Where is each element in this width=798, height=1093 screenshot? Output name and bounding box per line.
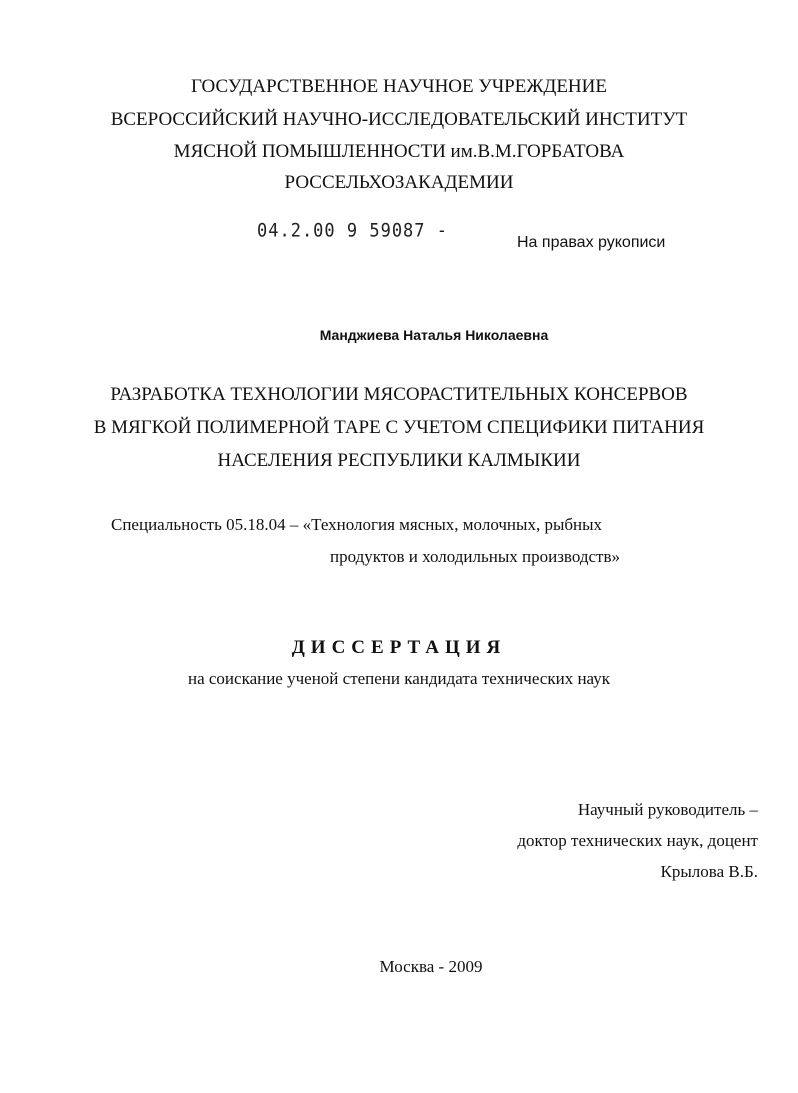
- supervisor-degree: доктор технических наук, доцент: [517, 831, 758, 850]
- specialty-line-2: продуктов и холодильных производств»: [330, 547, 620, 566]
- institution-line-4: РОССЕЛЬХОЗАКАДЕМИИ: [284, 172, 514, 193]
- title-line-1: РАЗРАБОТКА ТЕХНОЛОГИИ МЯСОРАСТИТЕЛЬНЫХ КОНСЕРВОВ: [110, 384, 688, 405]
- specialty-line-1: Специальность 05.18.04 – «Технология мясных, молочных, рыбных: [111, 515, 603, 534]
- dissertation-subtitle: на соискание ученой степени кандидата технических наук: [187, 669, 610, 688]
- dissertation-heading: ДИССЕРТАЦИЯ: [291, 637, 507, 658]
- institution-line-2: ВСЕРОССИЙСКИЙ НАУЧНО-ИССЛЕДОВАТЕЛЬСКИЙ ИНСТИТУТ: [110, 109, 688, 130]
- title-line-2: В МЯГКОЙ ПОЛИМЕРНОЙ ТАРЕ С УЧЕТОМ СПЕЦИФИКИ ПИТАНИЯ: [93, 417, 705, 438]
- supervisor-role: Научный руководитель –: [577, 800, 758, 819]
- manuscript-rights-note: На правах рукописи: [517, 234, 666, 251]
- city-year: Москва - 2009: [379, 957, 483, 976]
- author-name: Манджиева Наталья Николаевна: [319, 327, 549, 343]
- supervisor-name: Крылова В.Б.: [660, 862, 758, 881]
- institution-line-1: ГОСУДАРСТВЕННОЕ НАУЧНОЕ УЧРЕЖДЕНИЕ: [191, 76, 607, 97]
- title-line-3: НАСЕЛЕНИЯ РЕСПУБЛИКИ КАЛМЫКИИ: [217, 450, 581, 471]
- institution-line-3: МЯСНОЙ ПОМЫШЛЕННОСТИ им.В.М.ГОРБАТОВА: [173, 141, 625, 162]
- document-number-stamp: 04.2.00 9 59087 -: [257, 220, 448, 242]
